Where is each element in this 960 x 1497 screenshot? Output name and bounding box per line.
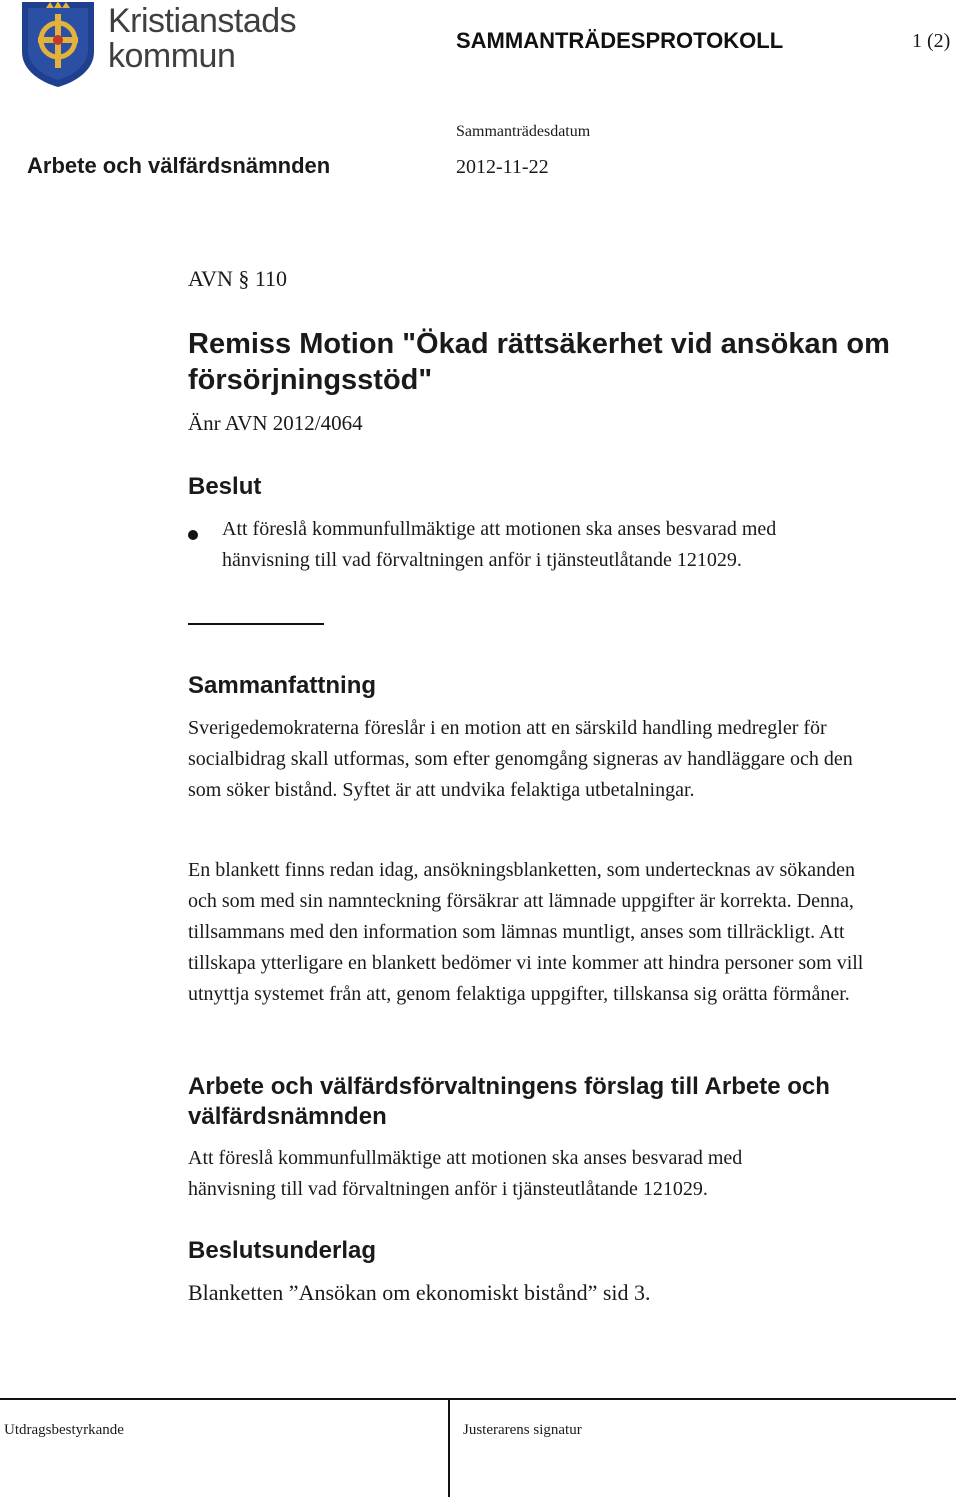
heading-forslag: Arbete och välfärdsförvaltningens förslag till Arbete och välfärdsnämnden [188, 1073, 830, 1130]
meeting-date-label: Sammanträdesdatum [456, 123, 591, 140]
coat-of-arms-icon [18, 0, 98, 88]
footer-certification-label: Utdragsbestyrkande [4, 1422, 124, 1438]
proposal-text: Att föreslå kommunfullmäktige att motionen ska anses besvarad med hänvisning till vad förvaltningen anför i tjänsteutlåtande 121029. [188, 1147, 743, 1200]
committee-name: Arbete och välfärdsnämnden [27, 153, 331, 178]
heading-beslut: Beslut [188, 473, 262, 500]
logo-wordmark [108, 4, 296, 74]
case-reference: Änr AVN 2012/4064 [188, 411, 363, 435]
summary-paragraph-2: En blankett finns redan idag, ansökningsblanketten, som undertecknas av sökanden och som med sin namnteckning försäkrar att lämnade uppgifter är korrekta. Denna, tillsammans med den information som lämnas muntligt, anses som tillräckligt. Att tillskapa ytterligare en blankett bedömer vi inte kommer att hindra personer som vill utnyttja systemet från att, genom felaktiga uppgifter, tillskansa sig orätta förmåner. [188, 859, 864, 1005]
heading-sammanfattning: Sammanfattning [188, 672, 377, 699]
page-number: 1 (2) [912, 30, 951, 52]
logo-line-1: Kristianstads [108, 2, 297, 40]
footer-signature-label: Justerarens signatur [463, 1422, 582, 1438]
heading-beslutsunderlag: Beslutsunderlag [188, 1237, 377, 1264]
bullet-icon [188, 530, 198, 540]
paragraph-number: AVN § 110 [188, 266, 288, 291]
footer-rule [0, 1398, 956, 1400]
matter-title: Remiss Motion "Ökad rättsäkerhet vid ansökan om försörjningsstöd" [188, 328, 890, 396]
separator-rule [188, 623, 324, 625]
meeting-date-value: 2012-11-22 [456, 156, 549, 178]
document-type: SAMMANTRÄDESPROTOKOLL [456, 28, 784, 53]
logo-line-2: kommun [108, 37, 236, 75]
footer-divider [448, 1398, 450, 1497]
decision-item: Att föreslå kommunfullmäktige att motionen ska anses besvarad med hänvisning till vad förvaltningen anför i tjänsteutlåtande 121029. [222, 518, 777, 571]
basis-text: Blanketten ”Ansökan om ekonomiskt bistånd” sid 3. [188, 1280, 651, 1305]
summary-paragraph-1: Sverigedemokraterna föreslår i en motion att en särskild handling medregler för socialbidrag skall utformas, som efter genomgång signeras av handläggare och den som söker bistånd. Syftet är att undvika felaktiga utbetalningar. [188, 717, 853, 801]
